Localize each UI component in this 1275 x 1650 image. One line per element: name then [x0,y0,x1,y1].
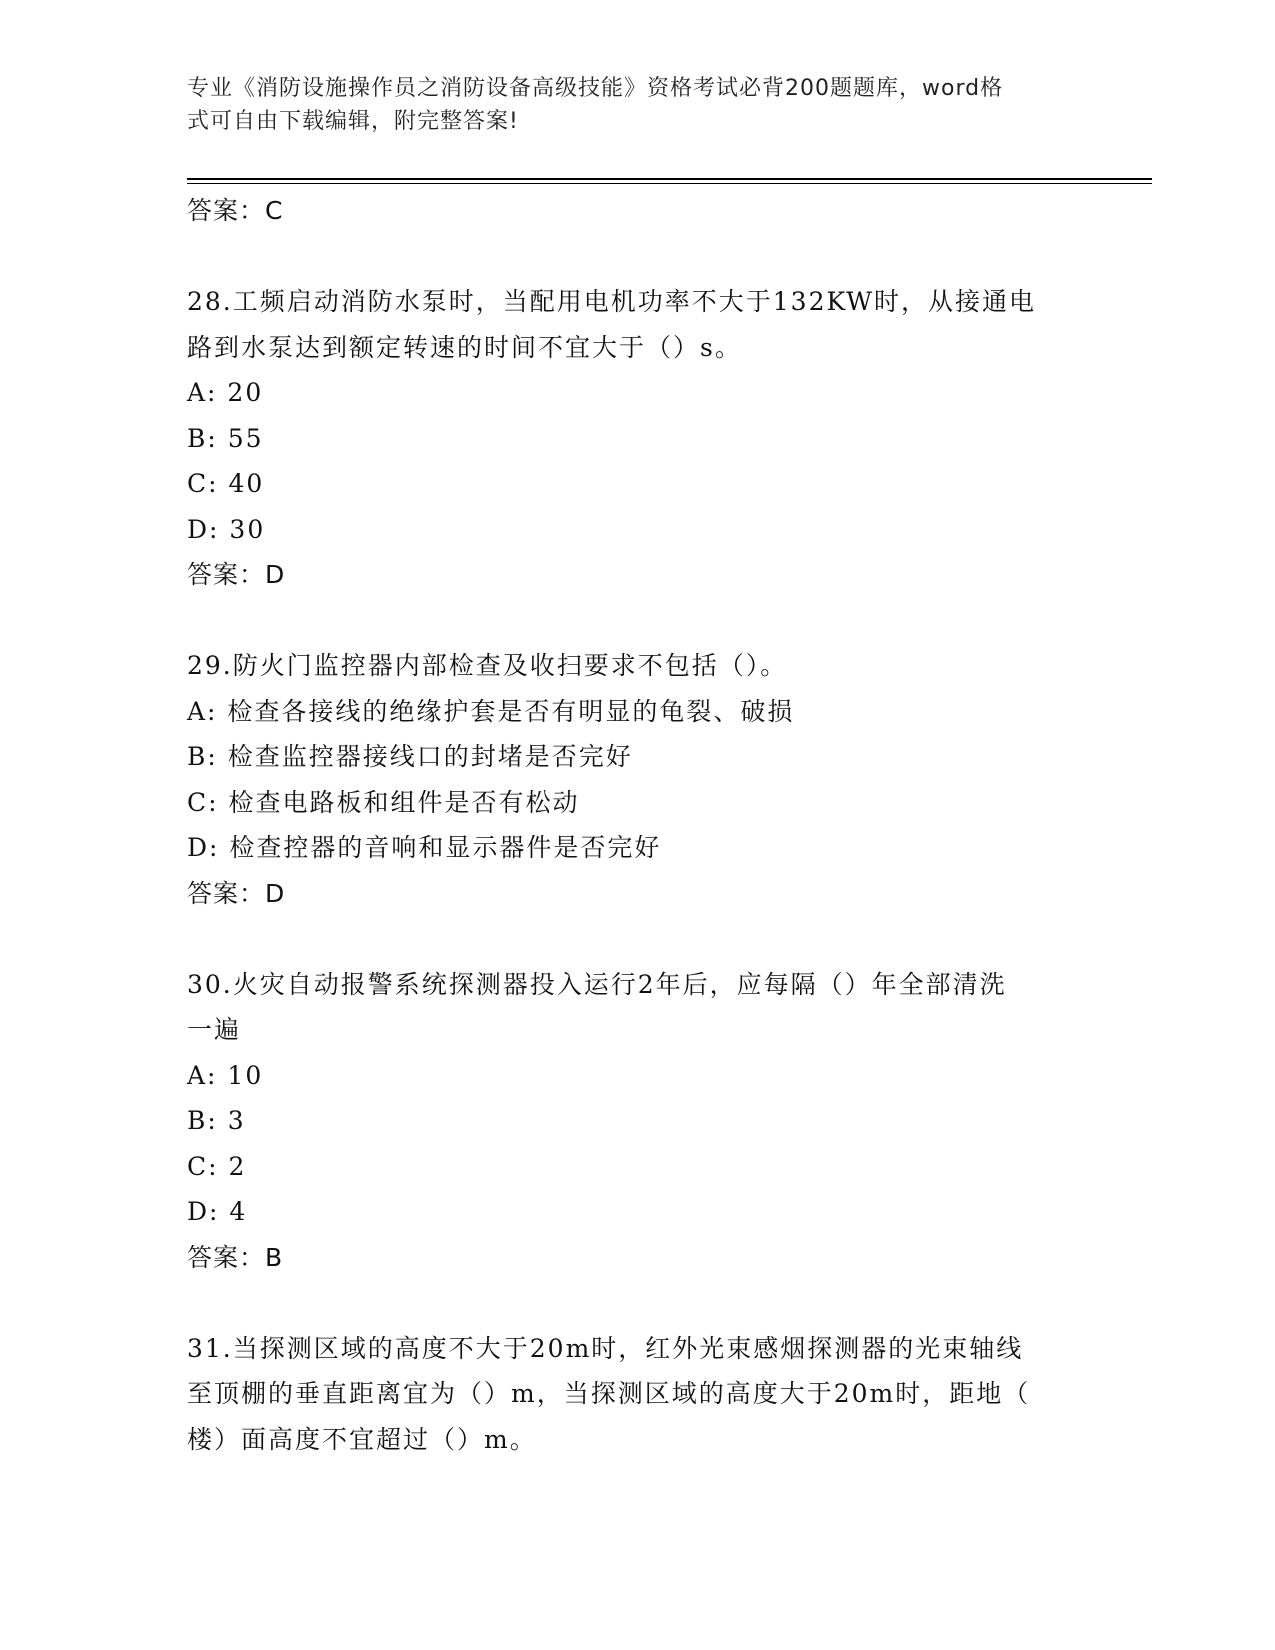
question-stem-line: 28.工频启动消防水泵时，当配用电机功率不大于132KW时，从接通电 [187,287,1036,316]
spacer [187,1280,1087,1326]
option-a: A: 20 [187,378,264,407]
answer-line: 答案：D [187,560,286,589]
option-d: D: 检查控器的音响和显示器件是否完好 [187,833,662,862]
option-a: A: 检查各接线的绝缘护套是否有明显的龟裂、破损 [187,696,795,726]
header-line-2: 式可自由下载编辑，附完整答案! [187,109,519,134]
option-d: D: 4 [187,1197,248,1226]
header-divider-thin [187,183,1152,184]
document-header [187,72,1067,138]
header-divider-thick [187,178,1152,180]
question-31 [187,1326,1087,1463]
question-stem-line: 路到水泵达到额定转速的时间不宜大于（）s。 [187,332,742,362]
question-stem-line: 29.防火门监控器内部检查及收扫要求不包括（）。 [187,651,788,680]
option-c: C: 40 [187,469,265,498]
option-c: C: 检查电路板和组件是否有松动 [187,787,580,817]
option-b: B: 3 [187,1106,246,1135]
previous-answer: 答案：C [187,196,284,225]
question-stem-line: 31.当探测区域的高度不大于20m时，红外光束感烟探测器的光束轴线 [187,1333,1024,1363]
question-stem-line: 楼）面高度不宜超过（）m。 [187,1424,537,1454]
question-list [187,188,1087,1462]
question-stem-line: 30.火灾自动报警系统探测器投入运行2年后，应每隔（）年全部清洗 [187,969,1007,999]
question-30 [187,962,1087,1281]
question-stem-line: 一遍 [187,1015,242,1044]
option-d: D: 30 [187,514,266,544]
answer-line: 答案：B [187,1242,284,1272]
option-b: B: 55 [187,423,264,453]
question-28 [187,279,1087,598]
option-b: B: 检查监控器接线口的封堵是否完好 [187,742,633,771]
answer-line: 答案：D [187,878,286,908]
spacer [187,598,1087,644]
option-c: C: 2 [187,1151,247,1181]
header-line-1: 专业《消防设施操作员之消防设备高级技能》资格考试必背200题题库，word格 [187,76,1004,101]
option-a: A: 10 [187,1060,264,1090]
spacer [187,234,1087,280]
question-stem-line: 至顶棚的垂直距离宜为（）m，当探测区域的高度大于20m时，距地（ [187,1379,1031,1408]
spacer [187,916,1087,962]
question-29 [187,643,1087,916]
